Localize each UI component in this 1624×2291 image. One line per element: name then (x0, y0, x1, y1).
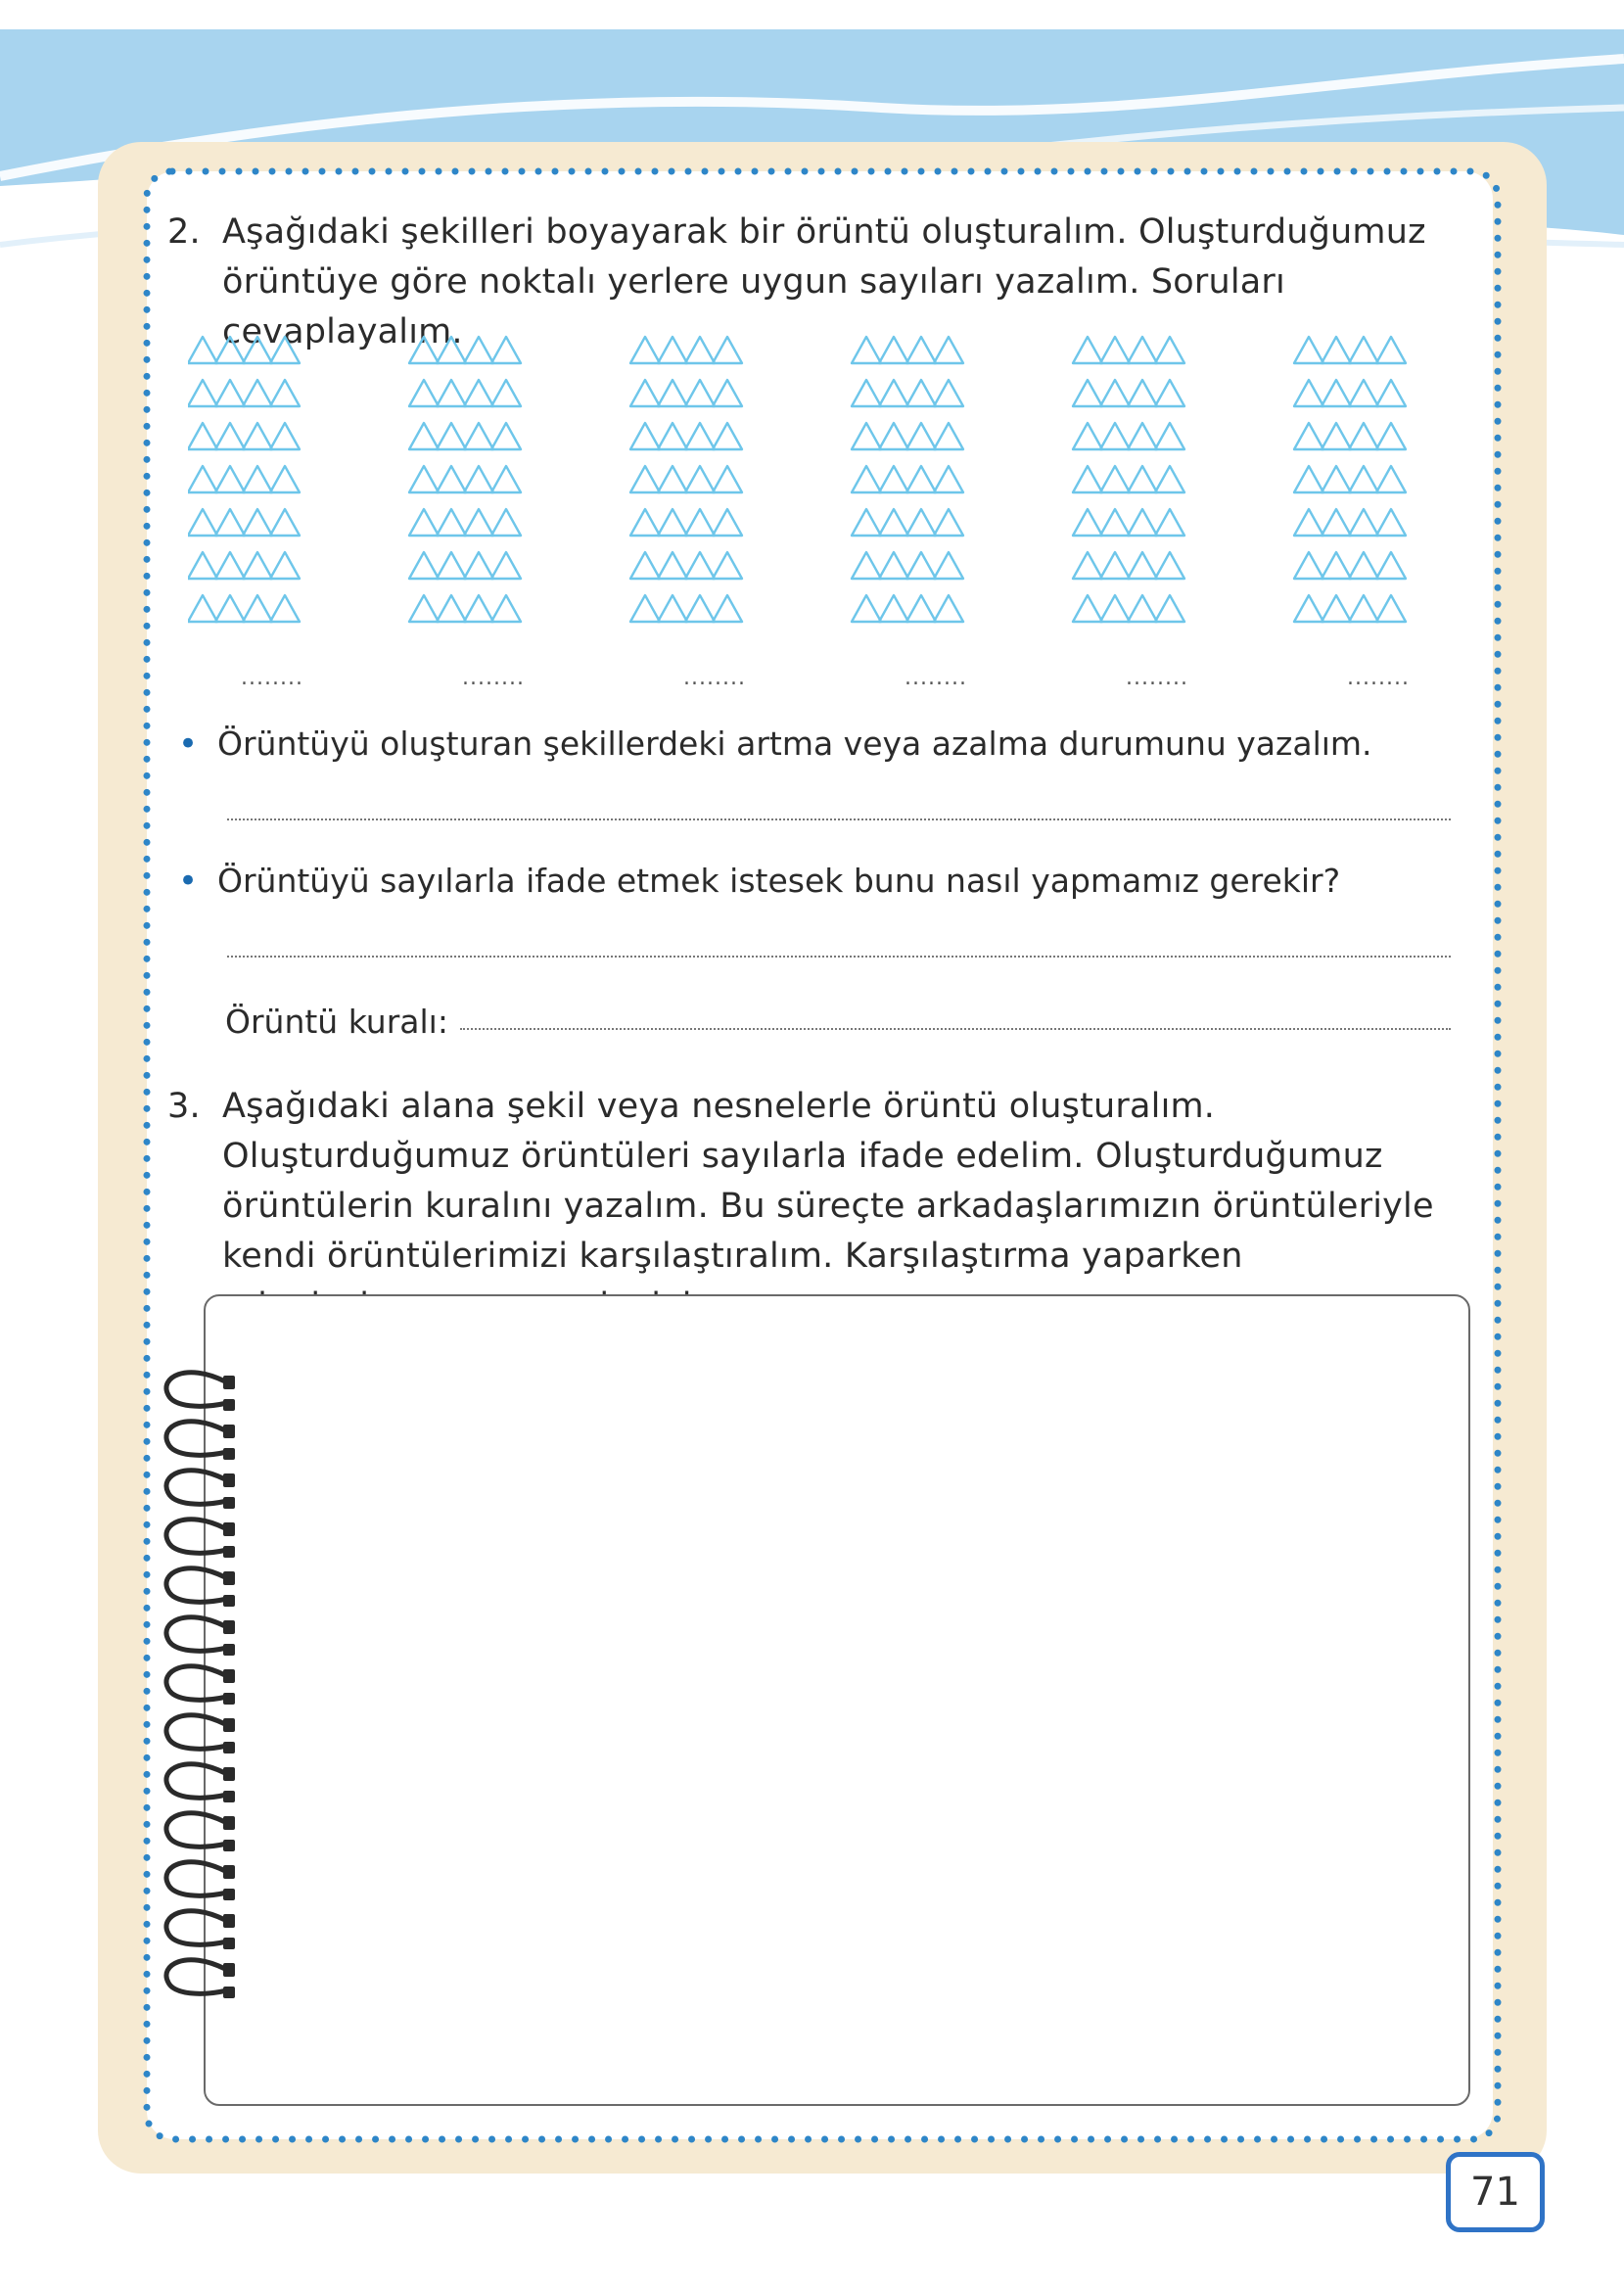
triangle-icon[interactable] (685, 595, 715, 622)
triangle-icon[interactable] (215, 380, 245, 406)
triangle-icon[interactable] (1349, 509, 1378, 536)
triangle-icon[interactable] (215, 423, 245, 449)
triangle-icon[interactable] (1322, 337, 1351, 363)
triangle-icon[interactable] (409, 466, 439, 492)
triangle-icon[interactable] (1128, 423, 1157, 449)
page-number: 71 (1446, 2152, 1545, 2232)
triangle-icon[interactable] (1294, 466, 1323, 492)
spiral-ring (166, 1422, 235, 1460)
triangle-icon[interactable] (685, 337, 715, 363)
triangle-icon[interactable] (437, 380, 466, 406)
triangle-icon[interactable] (852, 509, 881, 536)
triangle-icon[interactable] (1294, 423, 1323, 449)
triangle-icon[interactable] (243, 552, 272, 579)
triangle-icon[interactable] (879, 466, 908, 492)
triangle-icon[interactable] (630, 466, 660, 492)
triangle-icon[interactable] (879, 595, 908, 622)
triangle-icon[interactable] (879, 552, 908, 579)
triangle-icon[interactable] (1073, 337, 1102, 363)
triangle-icon[interactable] (906, 552, 936, 579)
triangle-icon[interactable] (852, 380, 881, 406)
triangle-icon[interactable] (1100, 380, 1130, 406)
triangle-icon[interactable] (1155, 466, 1184, 492)
triangle-icon[interactable] (437, 423, 466, 449)
triangle-icon[interactable] (1128, 509, 1157, 536)
spiral-ring (166, 1617, 235, 1656)
triangle-icon[interactable] (1349, 380, 1378, 406)
triangle-icon[interactable] (1376, 509, 1406, 536)
triangle-pattern-grid (188, 333, 1490, 636)
triangle-icon[interactable] (243, 466, 272, 492)
triangle-icon[interactable] (685, 380, 715, 406)
triangle-icon[interactable] (1349, 552, 1378, 579)
triangle-icon[interactable] (243, 595, 272, 622)
triangle-icon[interactable] (934, 337, 963, 363)
triangle-icon[interactable] (409, 380, 439, 406)
triangle-icon[interactable] (464, 337, 493, 363)
triangle-icon[interactable] (934, 509, 963, 536)
triangle-icon[interactable] (1294, 380, 1323, 406)
triangle-icon[interactable] (630, 380, 660, 406)
triangle-group-3 (630, 337, 742, 622)
triangle-icon[interactable] (879, 380, 908, 406)
triangle-icon[interactable] (215, 509, 245, 536)
triangle-icon[interactable] (464, 595, 493, 622)
triangle-icon[interactable] (852, 552, 881, 579)
triangle-icon[interactable] (491, 337, 521, 363)
triangle-icon[interactable] (630, 423, 660, 449)
triangle-icon[interactable] (1322, 552, 1351, 579)
triangle-icon[interactable] (270, 380, 300, 406)
bullet-question-2: • Örüntüyü sayılarla ifade etmek istesek bunu nasıl yapmamız gerekir? (217, 860, 1340, 903)
triangle-icon[interactable] (1128, 552, 1157, 579)
triangle-icon[interactable] (906, 337, 936, 363)
triangle-icon[interactable] (188, 466, 217, 492)
triangle-icon[interactable] (1322, 595, 1351, 622)
triangle-group-6 (1294, 337, 1406, 622)
triangle-icon[interactable] (270, 595, 300, 622)
triangle-icon[interactable] (1155, 595, 1184, 622)
triangle-icon[interactable] (215, 552, 245, 579)
triangle-icon[interactable] (713, 595, 742, 622)
triangle-icon[interactable] (409, 337, 439, 363)
triangle-icon[interactable] (464, 380, 493, 406)
triangle-icon[interactable] (1322, 466, 1351, 492)
pattern-rule-label: Örüntü kuralı: (225, 1003, 448, 1041)
triangle-icon[interactable] (464, 466, 493, 492)
triangle-icon[interactable] (906, 595, 936, 622)
number-blank-6[interactable]: ........ (1347, 666, 1410, 690)
triangle-group-5 (1073, 337, 1184, 622)
triangle-icon[interactable] (1294, 552, 1323, 579)
triangle-icon[interactable] (1376, 595, 1406, 622)
triangle-icon[interactable] (188, 552, 217, 579)
question-number: 3. (167, 1087, 201, 1126)
triangle-group-4 (852, 337, 963, 622)
triangle-icon[interactable] (409, 595, 439, 622)
triangle-icon[interactable] (270, 337, 300, 363)
triangle-icon[interactable] (1100, 337, 1130, 363)
triangle-icon[interactable] (1376, 380, 1406, 406)
triangle-icon[interactable] (906, 509, 936, 536)
triangle-icon[interactable] (491, 423, 521, 449)
triangle-icon[interactable] (1100, 509, 1130, 536)
triangle-icon[interactable] (1294, 595, 1323, 622)
triangle-icon[interactable] (630, 509, 660, 536)
triangle-icon[interactable] (491, 466, 521, 492)
triangle-icon[interactable] (630, 552, 660, 579)
triangle-icon[interactable] (215, 466, 245, 492)
triangle-icon[interactable] (906, 380, 936, 406)
spiral-ring (166, 1960, 235, 1998)
triangle-icon[interactable] (1349, 423, 1378, 449)
triangle-icon[interactable] (437, 595, 466, 622)
triangle-icon[interactable] (1349, 595, 1378, 622)
triangle-icon[interactable] (1100, 595, 1130, 622)
triangle-icon[interactable] (934, 423, 963, 449)
triangle-icon[interactable] (243, 337, 272, 363)
triangle-icon[interactable] (852, 423, 881, 449)
triangle-icon[interactable] (188, 509, 217, 536)
triangle-icon[interactable] (188, 423, 217, 449)
triangle-icon[interactable] (852, 337, 881, 363)
answer-line-2[interactable] (227, 956, 1451, 958)
triangle-icon[interactable] (1073, 595, 1102, 622)
triangle-icon[interactable] (685, 552, 715, 579)
triangle-icon[interactable] (437, 466, 466, 492)
triangle-icon[interactable] (1128, 466, 1157, 492)
triangle-icon[interactable] (1155, 552, 1184, 579)
notebook-spiral-icon (157, 1361, 245, 2017)
triangle-icon[interactable] (879, 337, 908, 363)
triangle-icon[interactable] (685, 423, 715, 449)
triangle-icon[interactable] (658, 509, 687, 536)
triangle-icon[interactable] (243, 423, 272, 449)
triangle-icon[interactable] (437, 552, 466, 579)
triangle-icon[interactable] (685, 466, 715, 492)
triangle-icon[interactable] (713, 466, 742, 492)
triangle-icon[interactable] (713, 552, 742, 579)
number-blank-3[interactable]: ........ (683, 666, 746, 690)
triangle-icon[interactable] (713, 337, 742, 363)
triangle-icon[interactable] (658, 337, 687, 363)
triangle-group-1 (188, 337, 300, 622)
triangle-icon[interactable] (879, 509, 908, 536)
triangle-icon[interactable] (188, 337, 217, 363)
triangle-icon[interactable] (934, 595, 963, 622)
number-blank-2[interactable]: ........ (462, 666, 525, 690)
triangle-icon[interactable] (906, 423, 936, 449)
triangle-icon[interactable] (437, 337, 466, 363)
triangle-icon[interactable] (1073, 423, 1102, 449)
bullet-question-1: • Örüntüyü oluşturan şekillerdeki artma veya azalma durumunu yazalım. (217, 723, 1372, 766)
triangle-icon[interactable] (1073, 509, 1102, 536)
triangle-icon[interactable] (1349, 466, 1378, 492)
triangle-icon[interactable] (658, 552, 687, 579)
spiral-ring (166, 1471, 235, 1509)
triangle-icon[interactable] (934, 552, 963, 579)
triangle-group-2 (409, 337, 521, 622)
triangle-icon[interactable] (1322, 509, 1351, 536)
spiral-ring (166, 1568, 235, 1607)
triangle-icon[interactable] (1128, 337, 1157, 363)
triangle-icon[interactable] (409, 423, 439, 449)
triangle-icon[interactable] (270, 423, 300, 449)
triangle-icon[interactable] (243, 509, 272, 536)
number-blank-5[interactable]: ........ (1126, 666, 1188, 690)
triangle-icon[interactable] (1100, 552, 1130, 579)
triangle-icon[interactable] (437, 509, 466, 536)
triangle-icon[interactable] (1155, 509, 1184, 536)
spiral-ring (166, 1715, 235, 1753)
triangle-icon[interactable] (491, 595, 521, 622)
triangle-icon[interactable] (243, 380, 272, 406)
triangle-icon[interactable] (934, 380, 963, 406)
triangle-icon[interactable] (1128, 380, 1157, 406)
triangle-icon[interactable] (188, 380, 217, 406)
spiral-ring (166, 1911, 235, 1949)
spiral-ring (166, 1764, 235, 1802)
triangle-icon[interactable] (658, 595, 687, 622)
triangle-icon[interactable] (1376, 337, 1406, 363)
triangle-icon[interactable] (270, 552, 300, 579)
triangle-icon[interactable] (1322, 380, 1351, 406)
triangle-icon[interactable] (464, 509, 493, 536)
triangle-icon[interactable] (409, 552, 439, 579)
triangle-icon[interactable] (906, 466, 936, 492)
triangle-icon[interactable] (491, 552, 521, 579)
spiral-ring (166, 1666, 235, 1705)
triangle-icon[interactable] (1376, 423, 1406, 449)
triangle-icon[interactable] (685, 509, 715, 536)
number-blank-4[interactable]: ........ (905, 666, 967, 690)
triangle-icon[interactable] (491, 509, 521, 536)
triangle-icon[interactable] (1376, 552, 1406, 579)
triangle-icon[interactable] (1294, 337, 1323, 363)
triangle-icon[interactable] (491, 380, 521, 406)
triangle-icon[interactable] (270, 509, 300, 536)
triangle-icon[interactable] (1349, 337, 1378, 363)
triangle-icon[interactable] (1073, 380, 1102, 406)
triangle-icon[interactable] (658, 466, 687, 492)
triangle-icon[interactable] (1376, 466, 1406, 492)
number-blank-1[interactable]: ........ (241, 666, 303, 690)
answer-line-1[interactable] (227, 818, 1451, 820)
question-text: Aşağıdaki şekilleri boyayarak bir örüntü oluşturalım. Oluşturduğumuz örüntüye göre noktalı yerlere uygun sayıları yazalım. Soruları cevaplayalım. (222, 212, 1426, 351)
triangle-icon[interactable] (630, 337, 660, 363)
triangle-icon[interactable] (713, 509, 742, 536)
triangle-icon[interactable] (658, 380, 687, 406)
triangle-icon[interactable] (1294, 509, 1323, 536)
triangle-icon[interactable] (464, 552, 493, 579)
triangle-icon[interactable] (852, 466, 881, 492)
triangle-icon[interactable] (215, 595, 245, 622)
spiral-ring (166, 1373, 235, 1411)
triangle-icon[interactable] (879, 423, 908, 449)
triangle-icon[interactable] (188, 595, 217, 622)
question-text: Aşağıdaki alana şekil veya nesnelerle örüntü oluşturalım. Oluşturduğumuz örüntüleri sayılarla ifade edelim. Oluşturduğumuz örüntülerin kuralını yazalım. Bu süreçte arkadaşlarımızın örüntüleriyle kendi örüntülerimizi karşılaştıralım. Karşılaştırma yaparken (222, 1087, 1434, 1276)
triangle-icon[interactable] (1155, 337, 1184, 363)
triangle-icon[interactable] (1128, 595, 1157, 622)
triangle-icon[interactable] (215, 337, 245, 363)
triangle-icon[interactable] (1100, 423, 1130, 449)
pattern-rule-line[interactable] (460, 1028, 1451, 1030)
triangle-icon[interactable] (630, 595, 660, 622)
triangle-icon[interactable] (1073, 552, 1102, 579)
triangle-icon[interactable] (1155, 423, 1184, 449)
triangle-icon[interactable] (1155, 380, 1184, 406)
spiral-ring (166, 1520, 235, 1558)
triangle-icon[interactable] (713, 380, 742, 406)
question-number: 2. (167, 212, 201, 252)
spiral-ring (166, 1862, 235, 1900)
triangle-icon[interactable] (934, 466, 963, 492)
spiral-ring (166, 1813, 235, 1851)
triangle-icon[interactable] (713, 423, 742, 449)
triangle-icon[interactable] (1100, 466, 1130, 492)
drawing-area[interactable] (204, 1294, 1470, 2106)
triangle-icon[interactable] (464, 423, 493, 449)
triangle-icon[interactable] (409, 509, 439, 536)
triangle-icon[interactable] (1073, 466, 1102, 492)
triangle-icon[interactable] (852, 595, 881, 622)
triangle-icon[interactable] (1322, 423, 1351, 449)
triangle-icon[interactable] (270, 466, 300, 492)
triangle-icon[interactable] (658, 423, 687, 449)
